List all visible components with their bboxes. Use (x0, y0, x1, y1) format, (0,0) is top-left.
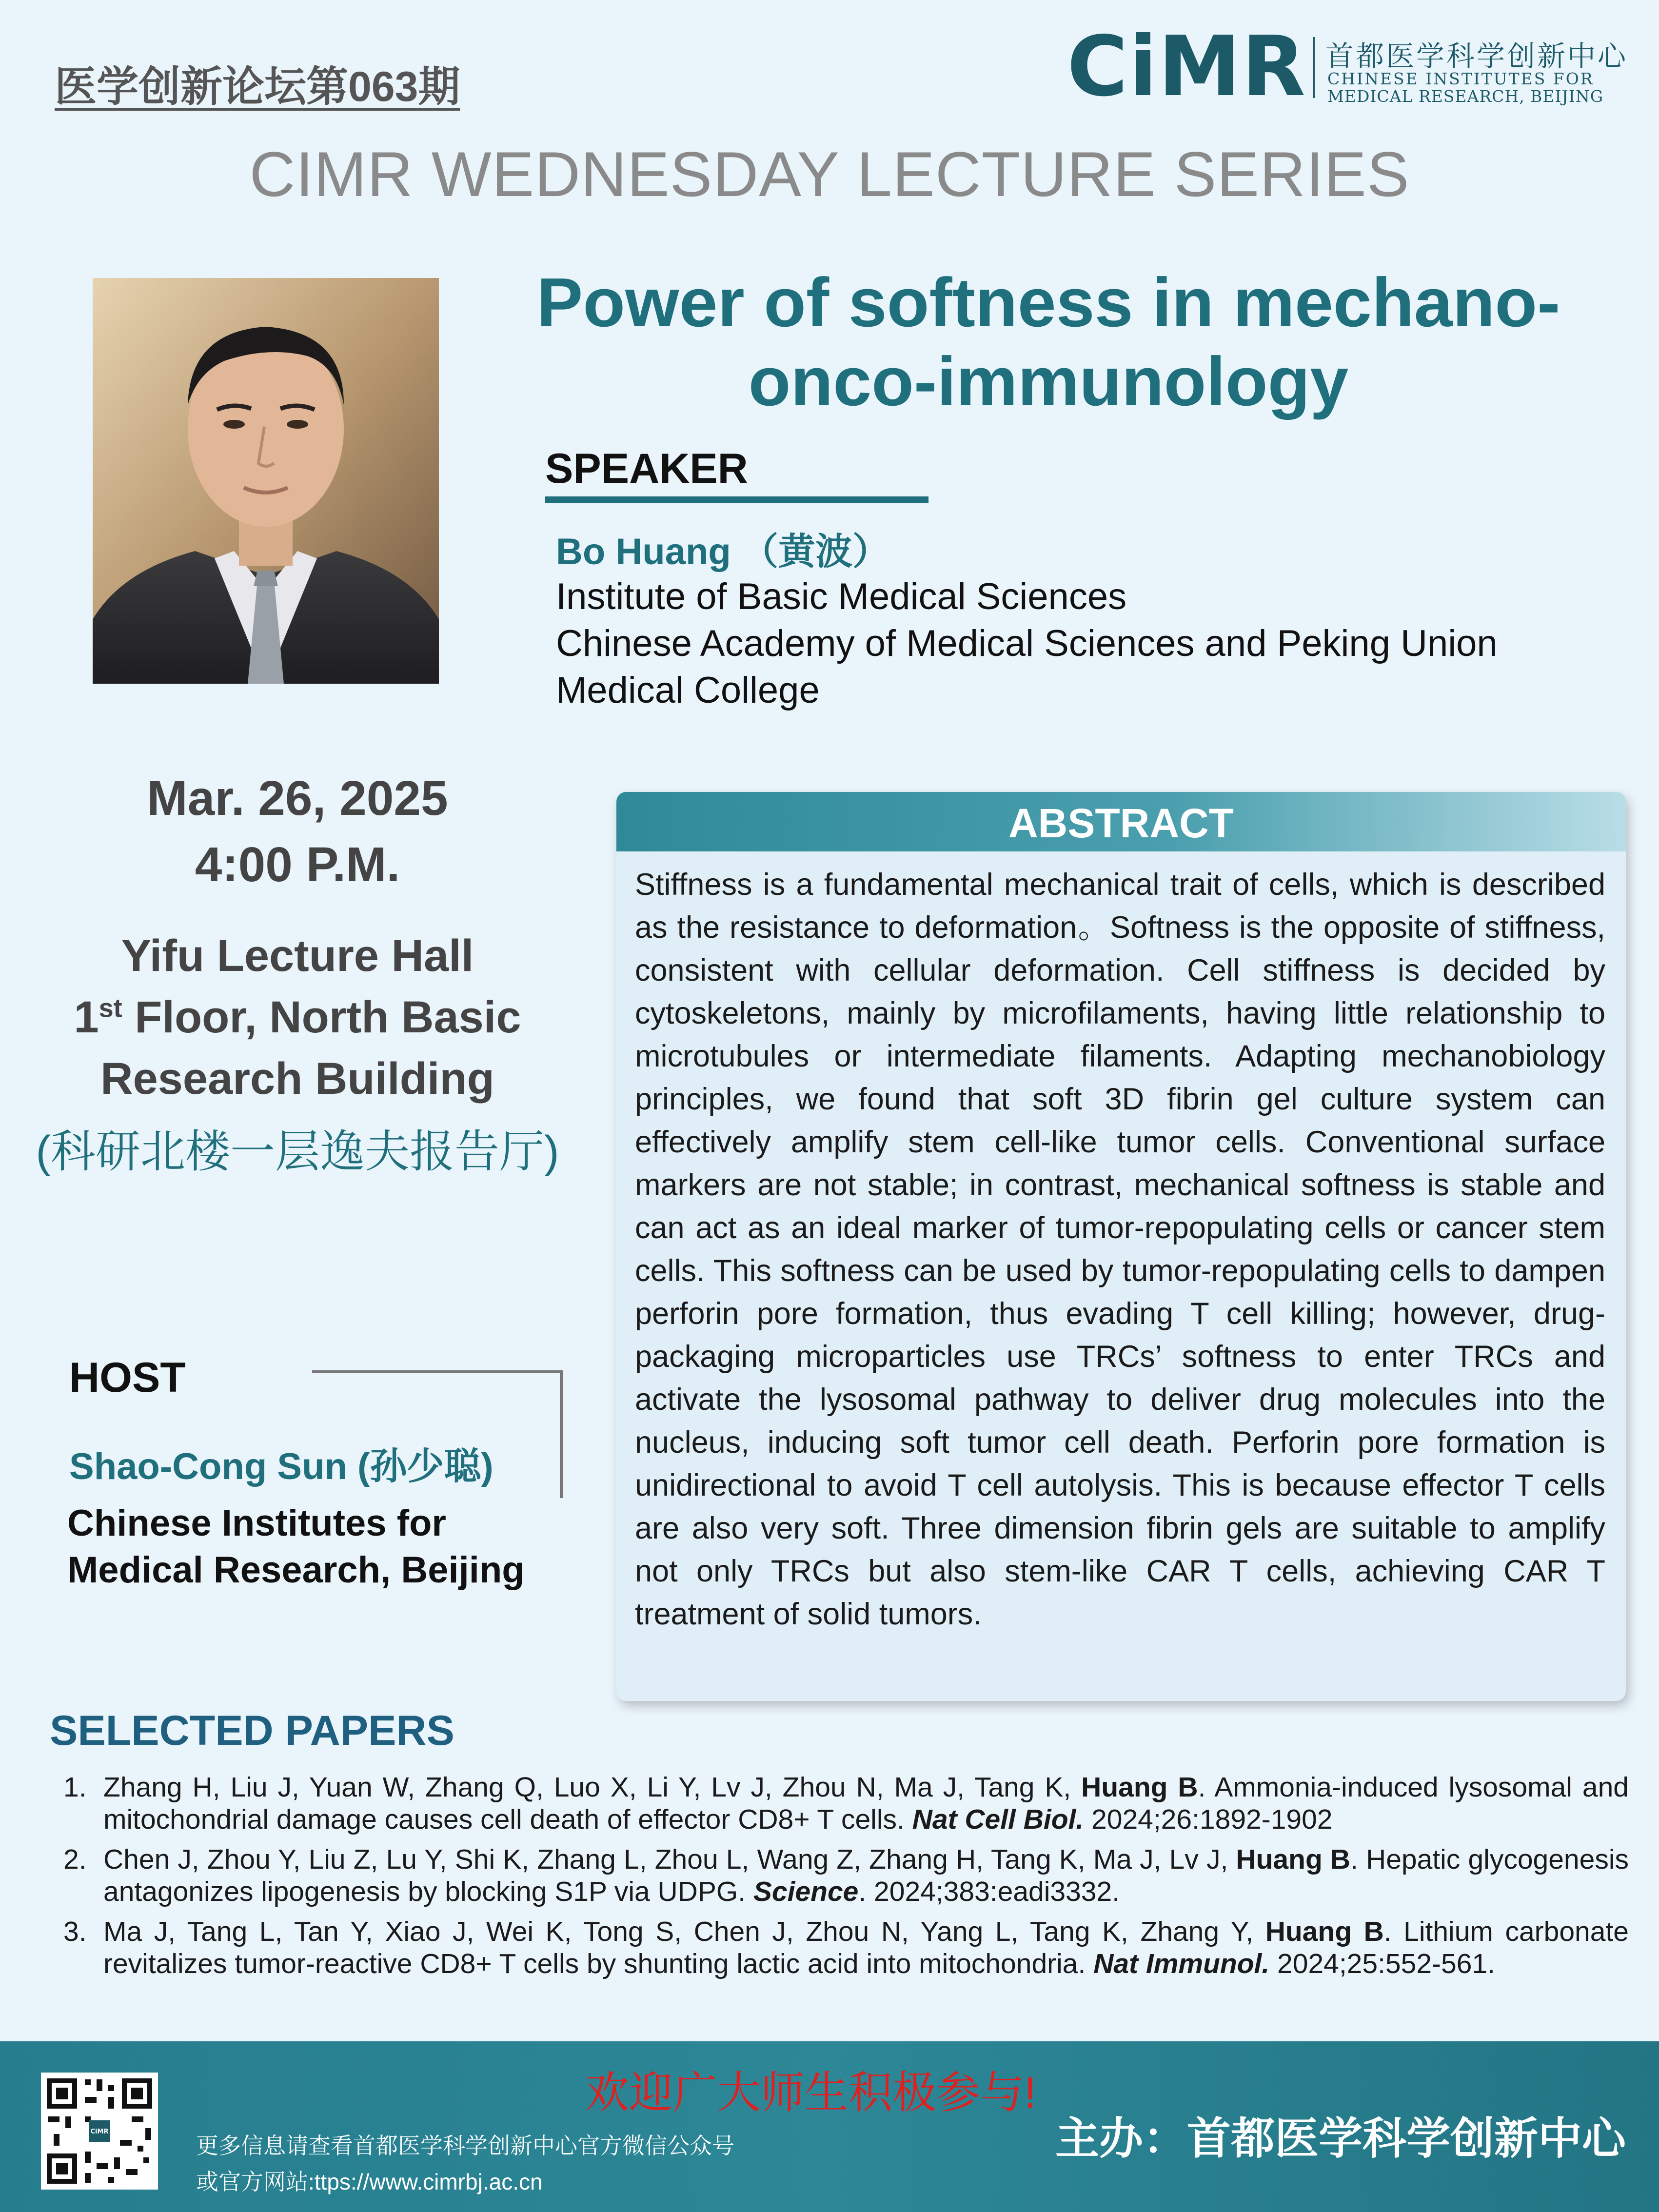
footer-info-line1: 更多信息请查看首都医学科学创新中心官方微信公众号 (196, 2133, 734, 2158)
speaker-portrait-illustration (93, 278, 439, 684)
paper-journal: Nat Immunol. (1093, 1948, 1270, 1979)
speaker-underline (545, 496, 928, 503)
venue-floor (0, 992, 595, 1043)
speaker-heading: SPEAKER (545, 445, 748, 492)
paper-highlight-author: Huang B (1081, 1772, 1198, 1803)
logo-chinese-name: 首都医学科学创新中心 (1325, 40, 1628, 73)
paper-journal: Nat Cell Biol. (912, 1804, 1084, 1835)
logo-divider (1313, 37, 1315, 98)
speaker-affiliation-line: Medical College (556, 670, 820, 711)
paper-cite: 2024;26:1892-1902 (1084, 1804, 1333, 1835)
venue-floor-number: 1 (74, 992, 99, 1042)
abstract-text: Stiffness is a fundamental mechanical trait of cells, which is described as the resistance to deformation。Softness is the opposite of stiffness, consistent with cellular deformation. Cell stiffness is decided by cytoskeletons, mainly by microfilaments, having little relationship to microtubules or intermediate filaments. Adapting mechanobiology principles, we found that soft 3D fibrin gel culture system can effectively amplify stem cell-like tumor cells. Conventional surface markers are not stable; in contrast, mechanical softness is stable and can act as an ideal marker of tumor-repopulating cells or cancer stem cells. This softness can be used by tumor-repopulating cells to dampen perforin pore formation, thus evading T cell killing; however, drug-packaging microparticles use TRCs’ softness to enter TRCs and activate the lysosomal pathway to deliver drug molecules into the nucleus, inducing soft tumor cell death. Perforin pore formation is unidirectional to avoid T cell autolysis. This is because effector T cells are also very soft. Three dimension fibrin gels are suitable to amplify not only TRCs but also stem-like CAR T cells, achieving CAR T treatment of solid tumors. (635, 868, 1605, 1631)
footer-website[interactable]: 或官方网站:ttps://www.cimrbj.ac.cn (196, 2169, 543, 2194)
host-affiliation-line: Chinese Institutes for (67, 1502, 446, 1544)
cimr-logo (1067, 19, 1628, 115)
abstract-panel (616, 792, 1626, 1701)
paper-authors: Chen J, Zhou Y, Liu Z, Lu Y, Shi K, Zhang L, Zhou L, Wang Z, Zhang H, Tang K, Ma J, Lv J, (103, 1844, 1236, 1875)
selected-papers-heading: SELECTED PAPERS (50, 1707, 454, 1754)
speaker-affiliation-line: Chinese Academy of Medical Sciences and Peking Union (556, 623, 1498, 664)
paper-item (54, 1916, 1629, 1980)
paper-number: 1. (63, 1772, 87, 1803)
logo-english-line1: CHINESE INSTITUTES FOR (1327, 69, 1594, 88)
forum-title: 医学创新论坛第063期 (55, 63, 460, 110)
paper-journal: Science (753, 1876, 859, 1907)
paper-number: 2. (63, 1844, 87, 1875)
talk-title (439, 263, 1658, 421)
paper-number: 3. (63, 1916, 87, 1947)
paper-authors: Ma J, Tang L, Tan Y, Xiao J, Wei K, Tong S, Chen J, Zhou N, Yang L, Tang K, Zhang Y, (103, 1916, 1265, 1947)
venue-chinese: (科研北楼一层逸夫报告厅) (36, 1127, 559, 1177)
qr-center-logo: CiMR (90, 2128, 109, 2135)
event-date: Mar. 26, 2025 (147, 771, 448, 826)
qr-code[interactable] (41, 2073, 158, 2190)
host-name: Shao-Cong Sun (孙少聪) (69, 1446, 494, 1487)
paper-authors: Zhang H, Liu J, Yuan W, Zhang Q, Luo X, Li Y, Lv J, Zhou N, Ma J, Tang K, (103, 1772, 1082, 1803)
venue-name: Yifu Lecture Hall (121, 931, 474, 981)
speaker-name: Bo Huang （黄波） (556, 531, 889, 573)
paper-cite: 2024;25:552-561. (1269, 1948, 1495, 1979)
paper-highlight-author: Huang B (1265, 1916, 1384, 1947)
qr-code-icon (41, 2073, 158, 2190)
host-divider (312, 1370, 563, 1373)
speaker-photo (93, 278, 439, 684)
paper-title: . Ammonia-induced lysosomal and mitochondrial damage causes cell death of effector CD8+ T cells. (103, 1772, 1629, 1835)
paper-highlight-author: Huang B (1236, 1844, 1351, 1875)
paper-item (54, 1771, 1629, 1836)
paper-title: . Hepatic glycogenesis antagonizes lipogenesis by blocking S1P via UDPG. (103, 1844, 1629, 1907)
paper-citation (103, 1843, 1629, 1908)
paper-citation (103, 1771, 1629, 1836)
host-divider-vertical (560, 1370, 563, 1498)
paper-title: . Lithium carbonate revitalizes tumor-reactive CD8+ T cells by shunting lactic acid into mitochondria. (103, 1916, 1629, 1979)
venue-building: Research Building (100, 1054, 494, 1104)
host-heading: HOST (69, 1354, 186, 1401)
abstract-heading: ABSTRACT (616, 792, 1626, 851)
logo-english-line2: MEDICAL RESEARCH, BEIJING (1327, 87, 1604, 106)
venue-floor-suffix: st (99, 993, 122, 1023)
talk-title-line2: onco-immunology (748, 343, 1349, 420)
welcome-message: 欢迎广大师生积极参与! (585, 2069, 1037, 2117)
paper-item (54, 1843, 1629, 1908)
talk-title-line1: Power of softness in mechano- (536, 264, 1560, 341)
host-affiliation-line: Medical Research, Beijing (67, 1549, 525, 1591)
paper-cite: . 2024;383:eadi3332. (858, 1876, 1120, 1907)
logo-mark: CiMR (1067, 19, 1307, 115)
lecture-series-title: CIMR WEDNESDAY LECTURE SERIES (249, 138, 1410, 210)
paper-citation (103, 1916, 1629, 1980)
speaker-affiliation-line: Institute of Basic Medical Sciences (556, 576, 1127, 617)
event-time: 4:00 P.M. (195, 837, 400, 892)
organizer: 主办：首都医学科学创新中心 (1055, 2114, 1626, 2163)
venue-floor-text: Floor, North Basic (122, 992, 521, 1042)
